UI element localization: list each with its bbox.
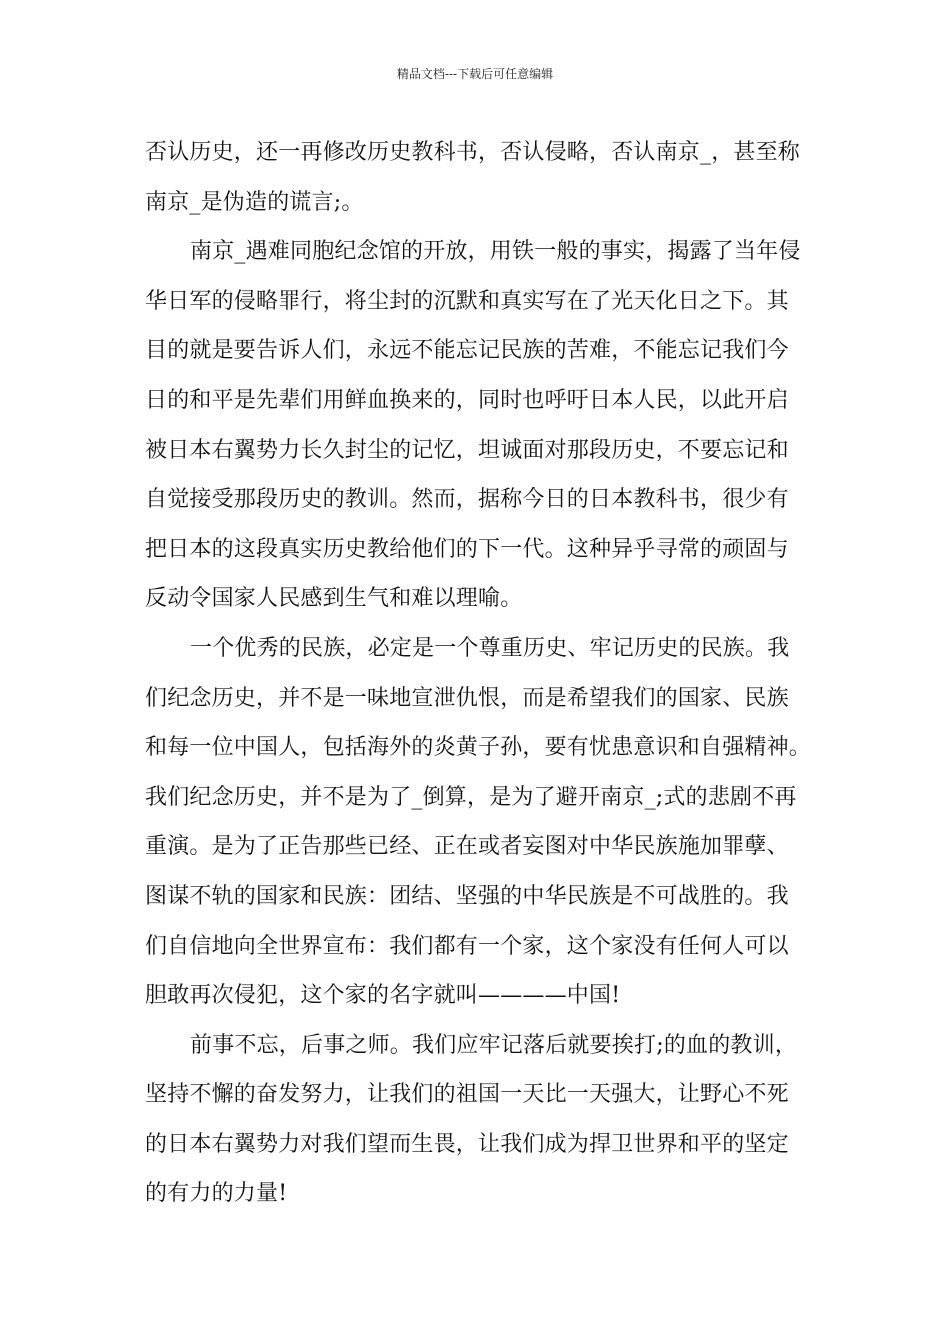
paragraph-start-line: 南京_遇难同胞纪念馆的开放，用铁一般的事实，揭露了当年侵 (190, 239, 801, 265)
text-line: 的日本右翼势力对我们望而生畏，让我们成为捍卫世界和平的坚定 (145, 1131, 789, 1157)
text-line: 华日军的侵略罪行，将尘封的沉默和真实写在了光天化日之下。其 (145, 288, 789, 314)
paragraph-start-line: 前事不忘，后事之师。我们应牢记落后就要挨打;的血的教训， (190, 1032, 798, 1058)
text-line: 南京_是伪造的谎言;。 (145, 189, 364, 215)
text-line: 否认历史，还一再修改历史教科书，否认侵略，否认南京_，甚至称 (145, 140, 801, 165)
text-line: 们纪念历史，并不是一味地宣泄仇恨，而是希望我们的国家、民族 (145, 685, 789, 711)
text-line: 坚持不懈的奋发努力，让我们的祖国一天比一天强大，让野心不死 (145, 1082, 789, 1108)
text-line: 重演。是为了正告那些已经、正在或者妄图对中华民族施加罪孽、 (145, 834, 789, 860)
text-line: 和每一位中国人，包括海外的炎黄子孙，要有忧患意识和自强精神。 (145, 735, 812, 761)
text-line: 被日本右翼势力长久封尘的记忆，坦诚面对那段历史，不要忘记和 (145, 437, 789, 463)
text-line: 把日本的这段真实历史教给他们的下一代。这种异乎寻常的顽固与 (145, 536, 789, 562)
text-line: 日的和平是先辈们用鲜血换来的，同时也呼吁日本人民，以此开启 (145, 387, 789, 413)
text-line: 的有力的力量! (145, 1181, 288, 1207)
text-line: 自觉接受那段历史的教训。然而，据称今日的日本教科书，很少有 (145, 487, 789, 513)
page-header: 精品文档---下载后可任意编辑 (396, 67, 554, 81)
text-line: 我们纪念历史，并不是为了_倒算，是为了避开南京_;式的悲剧不再 (145, 784, 797, 810)
text-line: 们自信地向全世界宣布：我们都有一个家，这个家没有任何人可以 (145, 933, 789, 959)
text-line: 胆敢再次侵犯，这个家的名字就叫————中国! (145, 983, 621, 1009)
paragraph-start-line: 一个优秀的民族，必定是一个尊重历史、牢记历史的民族。我 (190, 635, 790, 661)
text-line: 反动令国家人民感到生气和难以理喻。 (145, 586, 523, 612)
text-line: 图谋不轨的国家和民族：团结、坚强的中华民族是不可战胜的。我 (145, 883, 789, 909)
text-line: 目的就是要告诉人们，永远不能忘记民族的苦难，不能忘记我们今 (145, 338, 789, 364)
document-body (145, 128, 815, 1219)
